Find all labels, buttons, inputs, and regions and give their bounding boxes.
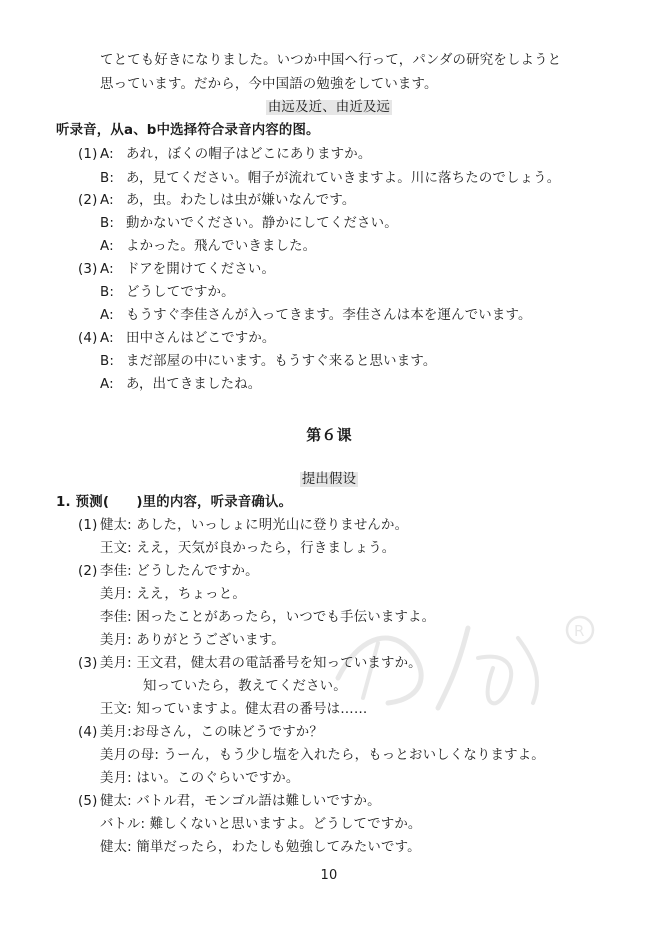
section-title-hypothesis	[0, 471, 658, 489]
speaker: 健太:	[100, 794, 132, 809]
speaker: 李佳:	[100, 564, 132, 579]
utterance: お母さん，この味どうですか？	[131, 725, 323, 740]
speaker: 美月:	[100, 587, 132, 602]
speaker: A:	[100, 377, 114, 392]
page-number: 10	[320, 868, 338, 883]
speaker: 美月:	[100, 633, 132, 648]
speaker: B:	[100, 354, 115, 369]
speaker: 美月の母:	[100, 748, 160, 763]
utterance: ええ，ちょっと。	[136, 587, 246, 602]
svg-text:R: R	[574, 622, 585, 640]
dialog-line	[100, 816, 422, 834]
utterance: うーん，もう少し塩を入れたら，もっとおいしくなりますよ。	[163, 748, 545, 763]
utterance: どうしたんですか。	[136, 564, 259, 579]
dialog-line	[78, 146, 371, 164]
dialog-number: (2)	[78, 193, 98, 208]
dialog-line	[78, 655, 422, 673]
dialog-line	[100, 609, 435, 627]
speaker: B:	[100, 285, 115, 300]
dialog-line	[100, 353, 436, 371]
utterance: バトル君，モンゴル語は難しいですか。	[136, 794, 381, 809]
utterance: ええ，天気が良かったら，行きましょう。	[136, 541, 396, 556]
utterance: 知っていたら，教えてください。	[143, 679, 347, 694]
dialog-number: (1)	[78, 147, 98, 162]
lesson-title: 第６课	[306, 426, 352, 444]
dialog-number: (1)	[78, 518, 98, 533]
section-title-distance-text: 由远及近、由近及远	[267, 100, 391, 115]
section-instruction-distance: 听录音，从a、b中选择符合录音内容的图。	[56, 123, 320, 138]
dialog-number: (3)	[78, 656, 98, 671]
section-title-distance	[0, 99, 658, 117]
utterance: 知っていますよ。健太君の番号は……	[136, 702, 368, 717]
speaker: 王文:	[100, 541, 132, 556]
dialog-line	[100, 540, 395, 558]
dialog-line	[100, 701, 367, 719]
speaker: 健太:	[100, 840, 132, 855]
utterance: まだ部屋の中にいます。もうすぐ来ると思います。	[126, 354, 437, 369]
dialog-line-continuation	[143, 678, 347, 696]
speaker: A:	[100, 193, 114, 208]
section-instruction-hypothesis: 1. 预测( )里的内容，听录音确认。	[56, 495, 293, 510]
utterance: 王文君，健太君の電話番号を知っていますか。	[136, 656, 422, 671]
speaker: B:	[100, 171, 115, 186]
utterance: 困ったことがあったら，いつでも手伝いますよ。	[136, 610, 436, 625]
dialog-line	[100, 586, 246, 604]
dialog-line	[100, 770, 299, 788]
dialog-number: (2)	[78, 564, 98, 579]
dialog-line	[100, 376, 261, 394]
dialog-number: (4)	[78, 331, 98, 346]
utterance: あ，出てきましたね。	[126, 377, 262, 392]
utterance: 田中さんはどこですか。	[126, 331, 276, 346]
speaker: A:	[100, 239, 114, 254]
speaker: 美月:	[100, 725, 132, 740]
dialog-line	[100, 170, 560, 188]
dialog-line	[78, 724, 323, 742]
dialog-line	[100, 307, 532, 325]
utterance: どうしてですか。	[126, 285, 235, 300]
dialog-number: (4)	[78, 725, 98, 740]
utterance: あ，虫。わたしは虫が嫌いなんです。	[126, 193, 356, 208]
dialog-line	[78, 793, 381, 811]
intro-line-1: てとても好きになりました。いつか中国へ行って，パンダの研究をしようと	[100, 53, 562, 68]
speaker: A:	[100, 308, 114, 323]
utterance: あした，いっしょに明光山に登りませんか。	[136, 518, 409, 533]
dialog-number: (3)	[78, 262, 98, 277]
dialog-line	[100, 839, 421, 857]
utterance: 動かないでください。静かにしてください。	[126, 216, 398, 231]
utterance: あれ，ぼくの帽子はどこにありますか。	[126, 147, 372, 162]
dialog-number: (5)	[78, 794, 98, 809]
utterance: はい。このぐらいですか。	[136, 771, 300, 786]
speaker: 美月:	[100, 771, 132, 786]
dialog-line	[78, 261, 275, 279]
dialog-line	[100, 238, 316, 256]
utterance: あ，見てください。帽子が流れていきますよ。川に落ちたのでしょう。	[126, 171, 561, 186]
dialog-line	[100, 747, 545, 765]
speaker: A:	[100, 262, 114, 277]
dialog-line	[78, 330, 276, 348]
utterance: もうすぐ李佳さんが入ってきます。李佳さんは本を運んでいます。	[126, 308, 532, 323]
speaker: バトル:	[100, 817, 146, 832]
dialog-line	[78, 192, 355, 210]
dialog-line	[100, 215, 398, 233]
speaker: B:	[100, 216, 115, 231]
utterance: 難しくないと思いますよ。どうしてですか。	[149, 817, 422, 832]
utterance: よかった。飛んでいきました。	[126, 239, 317, 254]
speaker: 美月:	[100, 656, 132, 671]
dialog-line	[78, 563, 259, 581]
dialog-line	[78, 517, 408, 535]
dialog-line	[100, 632, 285, 650]
dialog-line	[100, 284, 235, 302]
intro-line-2: 思っています。だから，今中国語の勉強をしています。	[100, 77, 438, 92]
speaker: A:	[100, 331, 114, 346]
utterance: 簡単だったら，わたしも勉強してみたいです。	[136, 840, 421, 855]
speaker: A:	[100, 147, 114, 162]
utterance: ドアを開けてください。	[126, 262, 276, 277]
utterance: ありがとうございます。	[136, 633, 285, 648]
section-title-hypothesis-text: 提出假设	[301, 472, 357, 487]
speaker: 健太:	[100, 518, 132, 533]
speaker: 李佳:	[100, 610, 132, 625]
speaker: 王文:	[100, 702, 132, 717]
